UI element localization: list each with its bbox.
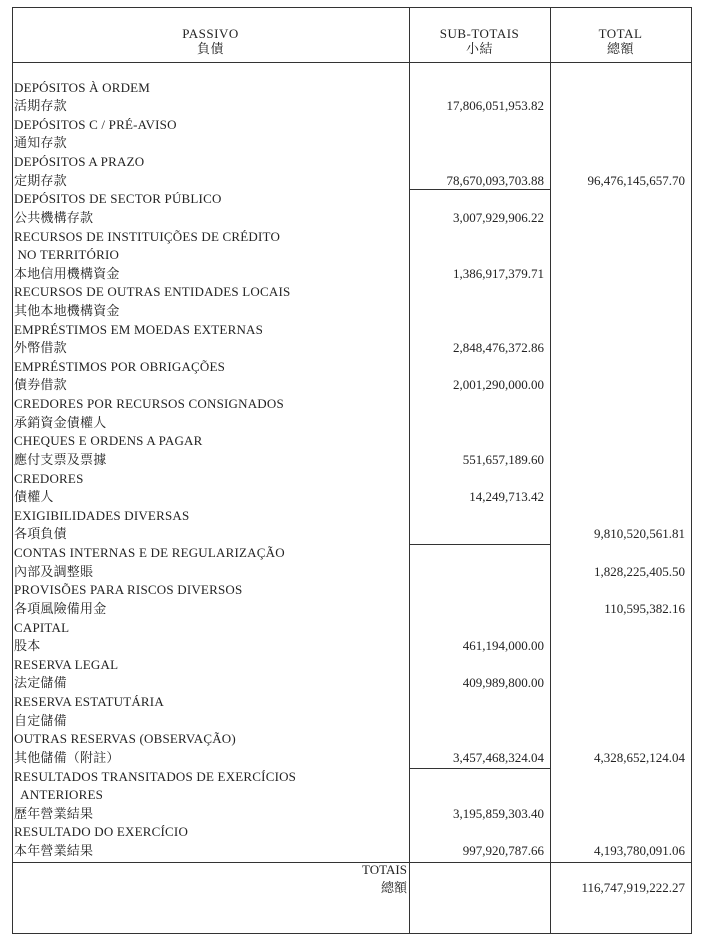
- header-passivo: [12, 26, 409, 56]
- row-label: 應付支票及票據: [14, 452, 107, 467]
- totais-label: TOTAIS: [362, 862, 407, 877]
- frame-left-border: [12, 7, 13, 934]
- total-value: 4,193,780,091.06: [594, 843, 685, 858]
- row-label: 本地信用機構資金: [14, 266, 120, 281]
- row-label: RECURSOS DE INSTITUIÇÕES DE CRÉDITO: [14, 229, 281, 244]
- total-value: 110,595,382.16: [604, 601, 685, 616]
- subtotal-value: 17,806,051,953.82: [446, 98, 544, 113]
- row-label: DEPÓSITOS DE SECTOR PÚBLICO: [14, 191, 222, 206]
- row-label: 債券借款: [14, 377, 67, 392]
- row-label: ANTERIORES: [14, 787, 104, 802]
- header-total-pt: TOTAL: [598, 26, 643, 41]
- row-label: EXIGIBILIDADES DIVERSAS: [14, 508, 190, 523]
- row-label: CONTAS INTERNAS E DE REGULARIZAÇÃO: [14, 545, 285, 560]
- row-label: 本年營業結果: [14, 843, 94, 858]
- row-label: EMPRÉSTIMOS POR OBRIGAÇÕES: [14, 359, 226, 374]
- row-label: 各項風險備用金: [14, 601, 107, 616]
- row-label: RESERVA ESTATUTÁRIA: [14, 694, 164, 709]
- row-label: CAPITAL: [14, 620, 70, 635]
- row-label: DEPÓSITOS C / PRÉ-AVISO: [14, 117, 177, 132]
- subtotal-group-line: [409, 189, 551, 190]
- row-label: 定期存款: [14, 173, 67, 188]
- row-label: CREDORES: [14, 471, 84, 486]
- subtotal-value: 3,457,468,324.04: [453, 750, 544, 765]
- row-label: 公共機構存款: [14, 210, 94, 225]
- subtotal-value: 409,989,800.00: [462, 675, 544, 690]
- subtotal-value: 3,007,929,906.22: [453, 210, 544, 225]
- header-divider: [12, 62, 692, 63]
- total-value: 96,476,145,657.70: [587, 173, 685, 188]
- row-label: 承銷資金債權人: [14, 415, 107, 430]
- row-label: 自定儲備: [14, 713, 67, 728]
- subtotal-value: 1,386,917,379.71: [453, 266, 544, 281]
- subtotal-value: 461,194,000.00: [462, 638, 544, 653]
- header-subtotais-pt: SUB-TOTAIS: [439, 26, 520, 41]
- subtotal-value: 997,920,787.66: [462, 843, 544, 858]
- row-label: 外幣借款: [14, 340, 67, 355]
- header-subtotais: [409, 26, 550, 56]
- row-label: 歷年營業結果: [14, 806, 94, 821]
- total-value: 4,328,652,124.04: [594, 750, 685, 765]
- row-label: RECURSOS DE OUTRAS ENTIDADES LOCAIS: [14, 284, 291, 299]
- row-label: 法定儲備: [14, 675, 67, 690]
- grand-total-value: 116,747,919,222.27: [581, 880, 685, 895]
- row-label: 債權人: [14, 489, 54, 504]
- row-label: RESULTADOS TRANSITADOS DE EXERCÍCIOS: [14, 769, 297, 784]
- totais-label-zh: 總額: [380, 880, 407, 895]
- subtotal-value: 551,657,189.60: [462, 452, 544, 467]
- subtotal-value: 78,670,093,703.88: [446, 173, 544, 188]
- totals-row-divider: [12, 862, 692, 863]
- row-label: 通知存款: [14, 135, 67, 150]
- subtotal-group-line: [409, 768, 551, 769]
- row-label: CREDORES POR RECURSOS CONSIGNADOS: [14, 396, 284, 411]
- header-total-zh: 總額: [606, 41, 634, 56]
- row-label: CHEQUES E ORDENS A PAGAR: [14, 433, 203, 448]
- row-label: OUTRAS RESERVAS (OBSERVAÇÃO): [14, 731, 236, 746]
- row-label: 活期存款: [14, 98, 67, 113]
- row-label: RESULTADO DO EXERCÍCIO: [14, 824, 189, 839]
- row-label: DEPÓSITOS À ORDEM: [14, 80, 151, 95]
- subtotal-value: 2,848,476,372.86: [453, 340, 544, 355]
- row-label: 各項負債: [14, 526, 67, 541]
- header-passivo-zh: 負債: [196, 41, 224, 56]
- row-label: NO TERRITÓRIO: [14, 247, 120, 262]
- row-label: EMPRÉSTIMOS EM MOEDAS EXTERNAS: [14, 322, 264, 337]
- header-subtotais-zh: 小結: [465, 41, 493, 56]
- frame-top-border: [12, 7, 692, 8]
- subtotal-value: 14,249,713.42: [469, 489, 544, 504]
- subtotal-value: 2,001,290,000.00: [453, 377, 544, 392]
- row-label: PROVISÕES PARA RISCOS DIVERSOS: [14, 582, 243, 597]
- row-label: 內部及調整賬: [14, 564, 94, 579]
- frame-bottom-border: [12, 933, 692, 934]
- total-value: 9,810,520,561.81: [594, 526, 685, 541]
- column-divider-subtotals: [409, 7, 410, 934]
- frame-right-border: [691, 7, 692, 934]
- subtotal-group-line: [409, 544, 551, 545]
- column-divider-totals: [550, 7, 551, 934]
- subtotal-value: 3,195,859,303.40: [453, 806, 544, 821]
- row-label: RESERVA LEGAL: [14, 657, 119, 672]
- header-total: [550, 26, 691, 56]
- row-label: 其他儲備（附註）: [14, 750, 120, 765]
- row-label: 股本: [14, 638, 41, 653]
- row-label: DEPÓSITOS A PRAZO: [14, 154, 145, 169]
- header-passivo-pt: PASSIVO: [182, 26, 239, 41]
- total-value: 1,828,225,405.50: [594, 564, 685, 579]
- row-label: 其他本地機構資金: [14, 303, 120, 318]
